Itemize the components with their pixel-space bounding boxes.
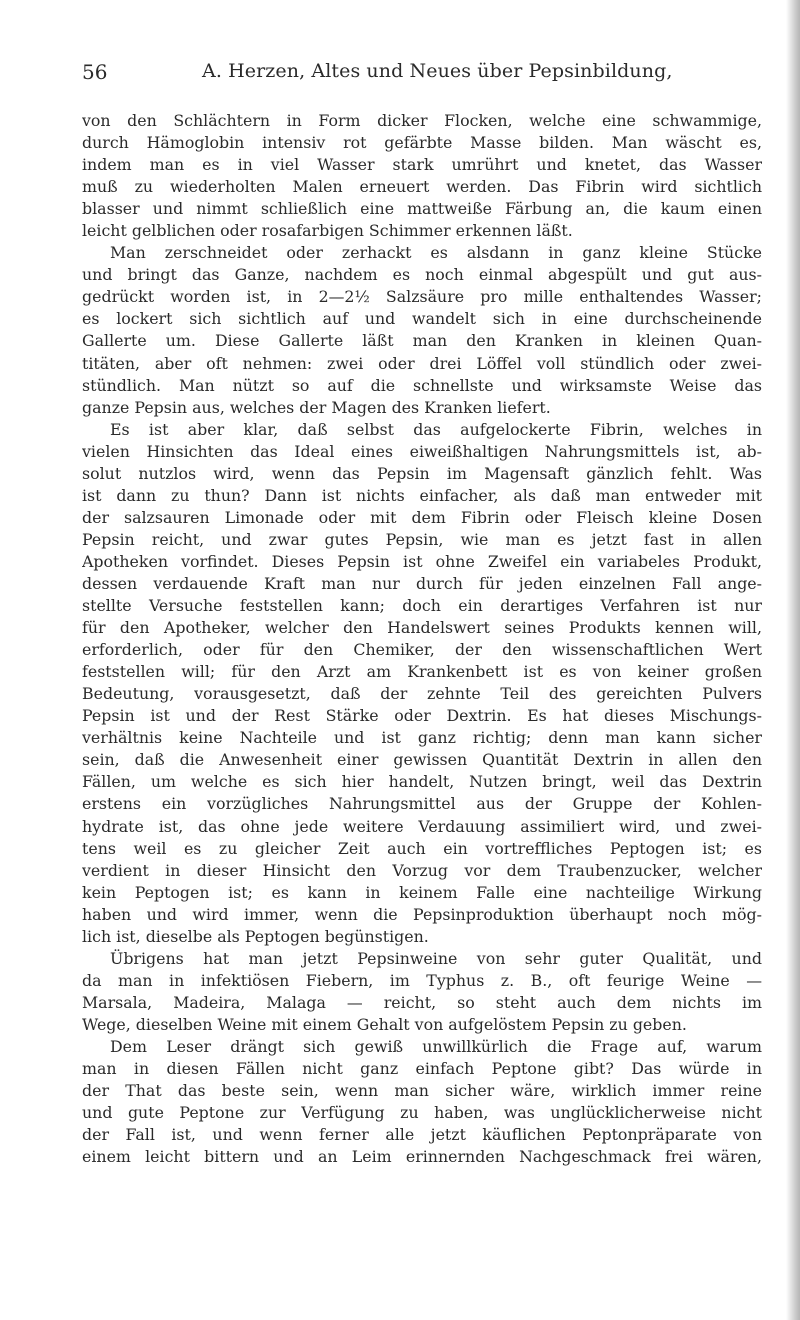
text-line: für den Apotheker, welcher den Handelswert seines Produkts kennen will, bbox=[82, 618, 762, 638]
text-line: verdient in dieser Hinsicht den Vorzug vor dem Traubenzucker, welcher bbox=[82, 860, 762, 880]
text-line: Marsala, Madeira, Malaga — reicht, so steht auch dem nichts im bbox=[82, 992, 762, 1012]
page-header bbox=[82, 60, 762, 90]
text-line: ist dann zu thun? Dann ist nichts einfacher, als daß man entweder mit bbox=[82, 485, 762, 505]
text-line: und bringt das Ganze, nachdem es noch einmal abgespült und gut aus- bbox=[82, 265, 762, 285]
text-line: solut nutzlos wird, wenn das Pepsin im Magensaft gänzlich fehlt. Was bbox=[82, 463, 762, 483]
text-line: blasser und nimmt schließlich eine mattweiße Färbung an, die kaum einen bbox=[82, 199, 762, 219]
text-line: titäten, aber oft nehmen: zwei oder drei Löffel voll stündlich oder zwei- bbox=[82, 353, 762, 373]
text-line: tens weil es zu gleicher Zeit auch ein vortreffliches Peptogen ist; es bbox=[82, 838, 762, 858]
text-line: stellte Versuche feststellen kann; doch ein derartiges Verfahren ist nur bbox=[82, 596, 762, 616]
text-line: Gallerte um. Diese Gallerte läßt man den Kranken in kleinen Quan- bbox=[82, 331, 762, 351]
text-line: durch Hämoglobin intensiv rot gefärbte Masse bilden. Man wäscht es, bbox=[82, 133, 762, 153]
text-line: der Fall ist, und wenn ferner alle jetzt käuflichen Peptonpräparate von bbox=[82, 1125, 762, 1145]
text-line: einem leicht bittern und an Leim erinnernden Nachgeschmack frei wären, bbox=[82, 1147, 762, 1167]
paragraph bbox=[82, 110, 762, 242]
text-line: verhältnis keine Nachteile und ist ganz richtig; denn man kann sicher bbox=[82, 728, 762, 748]
text-line: vielen Hinsichten das Ideal eines eiweißhaltigen Nahrungsmittels ist, ab- bbox=[82, 441, 762, 461]
text-line: Wege, dieselben Weine mit einem Gehalt von aufgelöstem Pepsin zu geben. bbox=[82, 1014, 687, 1034]
text-line: kein Peptogen ist; es kann in keinem Falle eine nachteilige Wirkung bbox=[82, 882, 762, 902]
text-line: Pepsin ist und der Rest Stärke oder Dextrin. Es hat dieses Mischungs- bbox=[82, 706, 762, 726]
running-head: A. Herzen, Altes und Neues über Pepsinbildung, bbox=[202, 60, 673, 82]
page-number: 56 bbox=[82, 60, 108, 84]
text-line: erstens ein vorzügliches Nahrungsmittel aus der Gruppe der Kohlen- bbox=[82, 794, 762, 814]
text-line: stündlich. Man nützt so auf die schnellste und wirksamste Weise das bbox=[82, 375, 762, 395]
text-line: Pepsin reicht, und zwar gutes Pepsin, wie man es jetzt fast in allen bbox=[82, 529, 762, 549]
text-line: von den Schlächtern in Form dicker Flocken, welche eine schwammige, bbox=[82, 111, 762, 130]
text-line: und gute Peptone zur Verfügung zu haben, was unglücklicherweise nicht bbox=[82, 1103, 762, 1123]
text-line: gedrückt worden ist, in 2—2½ Salzsäure pro mille enthaltendes Wasser; bbox=[82, 287, 762, 307]
text-line: erforderlich, oder für den Chemiker, der den wissenschaftlichen Wert bbox=[82, 640, 762, 660]
paragraph bbox=[82, 948, 762, 1036]
text-line: muß zu wiederholten Malen erneuert werden. Das Fibrin wird sichtlich bbox=[82, 177, 762, 197]
text-line: Man zerschneidet oder zerhackt es alsdann in ganz kleine Stücke bbox=[110, 243, 762, 263]
paragraph bbox=[82, 242, 762, 418]
text-line: Apotheken vorfindet. Dieses Pepsin ist ohne Zweifel ein variabeles Produkt, bbox=[82, 551, 762, 571]
text-line: ganze Pepsin aus, welches der Magen des Kranken liefert. bbox=[82, 397, 551, 417]
paragraph bbox=[82, 1036, 762, 1168]
text-line: Übrigens hat man jetzt Pepsinweine von sehr guter Qualität, und bbox=[110, 948, 762, 968]
text-line: Dem Leser drängt sich gewiß unwillkürlich die Frage auf, warum bbox=[110, 1036, 762, 1056]
text-line: Fällen, um welche es sich hier handelt, Nutzen bringt, weil das Dextrin bbox=[82, 772, 762, 792]
text-line: indem man es in viel Wasser stark umrührt und knetet, das Wasser bbox=[82, 155, 762, 175]
text-line: sein, daß die Anwesenheit einer gewissen Quantität Dextrin in allen den bbox=[82, 750, 762, 770]
body-text bbox=[82, 110, 762, 1168]
text-line: der That das beste sein, wenn man sicher wäre, wirklich immer reine bbox=[82, 1081, 762, 1101]
text-line: feststellen will; für den Arzt am Krankenbett ist es von keiner großen bbox=[82, 662, 762, 682]
text-line: haben und wird immer, wenn die Pepsinproduktion überhaupt noch mög- bbox=[82, 904, 762, 924]
text-line: da man in infektiösen Fiebern, im Typhus z. B., oft feurige Weine — bbox=[82, 970, 762, 990]
text-line: dessen verdauende Kraft man nur durch für jeden einzelnen Fall ange- bbox=[82, 573, 762, 593]
text-line: leicht gelblichen oder rosafarbigen Schimmer erkennen läßt. bbox=[82, 221, 573, 241]
text-line: lich ist, dieselbe als Peptogen begünstigen. bbox=[82, 926, 429, 946]
text-line: Bedeutung, vorausgesetzt, daß der zehnte Teil des gereichten Pulvers bbox=[82, 684, 762, 704]
text-line: Es ist aber klar, daß selbst das aufgelockerte Fibrin, welches in bbox=[110, 419, 762, 439]
page-edge-shadow bbox=[786, 0, 800, 1320]
text-line: hydrate ist, das ohne jede weitere Verdauung assimiliert wird, und zwei- bbox=[82, 816, 762, 836]
paragraph bbox=[82, 419, 762, 948]
text-line: es lockert sich sichtlich auf und wandelt sich in eine durchscheinende bbox=[82, 309, 762, 329]
text-line: man in diesen Fällen nicht ganz einfach Peptone gibt? Das würde in bbox=[82, 1059, 762, 1079]
text-line: der salzsauren Limonade oder mit dem Fibrin oder Fleisch kleine Dosen bbox=[82, 507, 762, 527]
